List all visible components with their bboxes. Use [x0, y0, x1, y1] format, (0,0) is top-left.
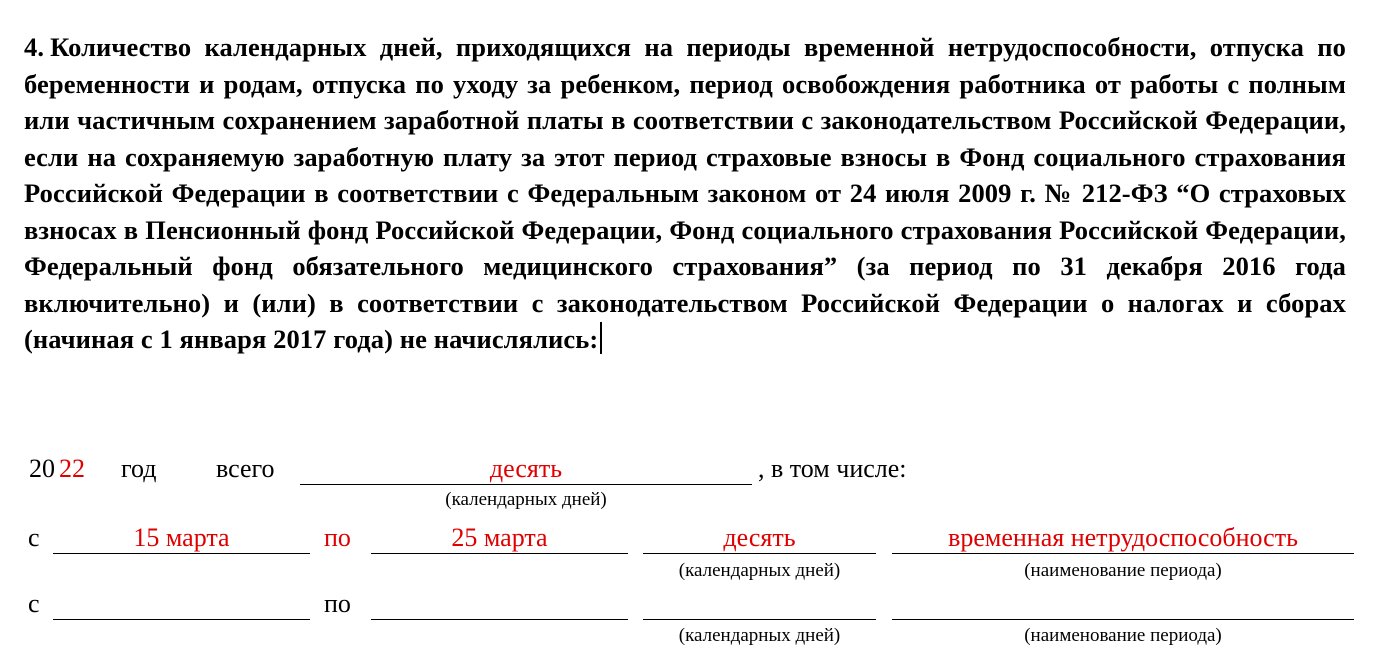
period-1-from-label: с — [28, 523, 40, 552]
year-suffix-value[interactable]: 22 — [59, 454, 85, 483]
section-text: Количество календарных дней, приходящихся на периоды временной нетрудоспособности, отпуска по беременности и родам, отпуска по уходу за ребенком, период освобождения работника от работы с полным или частичным сохранением заработной платы в соответствии с законодательством Российской Федерации, если на сохраняемую заработную плату за этот период страховые взносы в Фонд социального страхования Российской Федерации в соответствии с Федеральным законом от 24 июля 2009 г. № 212-ФЗ “О страховых взносах в Пенсионный фонд Российской Федерации, Фонд социального страхования Российской Федерации, Федеральный фонд обязательного медицинского страхования” (за период по 31 декабря 2016 года включительно) и (или) в соответствии с законодательством Российской Федерации о налогах и сборах (начиная с 1 января 2017 года) не начислялись: — [24, 32, 1346, 354]
section-4-paragraph — [24, 29, 1346, 358]
period-1-to-label: по — [324, 523, 351, 552]
period-2-from-field[interactable] — [53, 589, 310, 620]
section-number: 4. — [24, 32, 45, 62]
year-prefix: 20 — [29, 454, 55, 483]
total-label: всего — [216, 454, 275, 483]
period-2-days-caption: (календарных дней) — [678, 625, 841, 646]
text-cursor — [600, 322, 602, 354]
period-2-from-label: с — [28, 589, 40, 618]
including-label: , в том числе: — [758, 454, 907, 483]
period-2-days-field[interactable] — [643, 589, 876, 620]
period-1-days-caption: (календарных дней) — [678, 560, 841, 581]
year-label: год — [121, 454, 157, 483]
period-2-name-field[interactable] — [892, 589, 1354, 620]
period-1-from-field[interactable]: 15 марта — [53, 523, 310, 554]
total-days-caption: (календарных дней) — [445, 489, 607, 510]
period-1-to-field[interactable]: 25 марта — [371, 523, 628, 554]
period-2-to-field[interactable] — [371, 589, 628, 620]
period-1-name-field[interactable]: временная нетрудоспособность — [892, 523, 1354, 554]
period-1-name-caption: (наименование периода) — [1024, 560, 1222, 581]
year-field — [29, 454, 85, 484]
period-1-days-field[interactable]: десять — [643, 523, 876, 554]
period-2-to-label: по — [324, 589, 351, 618]
period-2-name-caption: (наименование периода) — [1024, 625, 1222, 646]
total-days-field[interactable]: десять — [300, 454, 752, 485]
